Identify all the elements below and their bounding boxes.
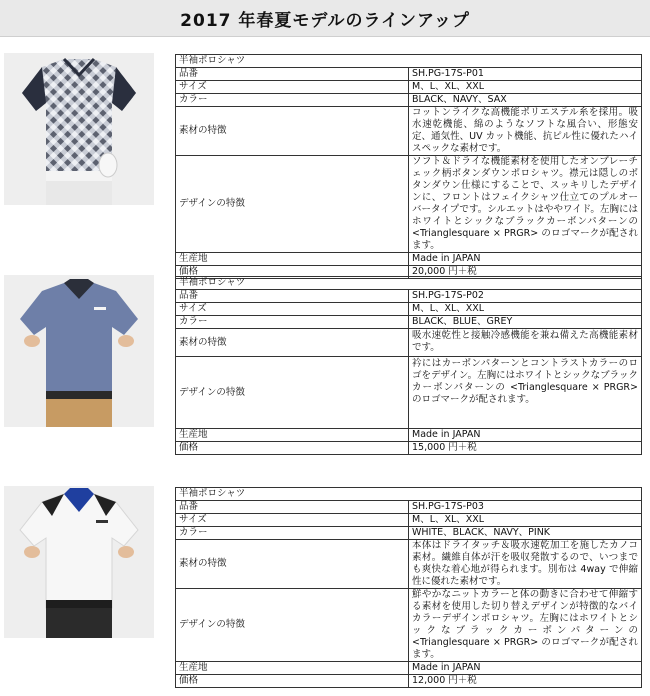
product-photo-3 <box>4 486 154 638</box>
part-number-value: SH.PG-17S-P01 <box>409 68 642 81</box>
origin-label: 生産地 <box>176 662 409 675</box>
part-number-label: 品番 <box>176 68 409 81</box>
size-label: サイズ <box>176 81 409 94</box>
design-label: デザインの特徴 <box>176 357 409 429</box>
part-number-value: SH.PG-17S-P03 <box>409 501 642 514</box>
shirt-blue-image <box>4 275 154 427</box>
price-label: 価格 <box>176 442 409 455</box>
spec-table-3 <box>175 487 642 688</box>
design-value: 鮮やかなニットカラーと体の動きに合わせて伸縮する素材を使用した切り替えデザインが特徴的なバイカラーデザインポロシャツ。左胸にはホワイトとシックなブラックカーボンパターンの <Trianglesquare × PRGR> のロゴマークが配されます。 <box>409 589 642 662</box>
part-number-label: 品番 <box>176 290 409 303</box>
price-label: 価格 <box>176 675 409 688</box>
price-value: 20,000 円＋税 <box>409 266 642 279</box>
origin-label: 生産地 <box>176 253 409 266</box>
spec-table-2 <box>175 276 642 455</box>
size-value: M、L、XL、XXL <box>409 303 642 316</box>
color-value: WHITE、BLACK、NAVY、PINK <box>409 527 642 540</box>
material-value: 本体はドライタッチ＆吸水速乾加工を施したカノコ素材。繊維自体が汗を吸収発散するので、いつまでも爽快な着心地が得られます。別布は 4way で伸縮性に優れた素材です。 <box>409 540 642 589</box>
size-label: サイズ <box>176 514 409 527</box>
product-photo-1 <box>4 53 154 205</box>
design-label: デザインの特徴 <box>176 589 409 662</box>
page-title: 2017 年春夏モデルのラインアップ <box>180 10 470 31</box>
material-label: 素材の特徴 <box>176 107 409 156</box>
part-number-value: SH.PG-17S-P02 <box>409 290 642 303</box>
color-value: BLACK、NAVY、SAX <box>409 94 642 107</box>
price-label: 価格 <box>176 266 409 279</box>
size-value: M、L、XL、XXL <box>409 81 642 94</box>
material-label: 素材の特徴 <box>176 540 409 589</box>
material-label: 素材の特徴 <box>176 329 409 357</box>
category-label: 半袖ポロシャツ <box>176 488 642 501</box>
product-photo-2 <box>4 275 154 427</box>
category-label: 半袖ポロシャツ <box>176 277 642 290</box>
size-value: M、L、XL、XXL <box>409 514 642 527</box>
spec-table-1 <box>175 54 642 279</box>
shirt-checkered-image <box>4 53 154 205</box>
design-label: デザインの特徴 <box>176 156 409 253</box>
color-label: カラー <box>176 527 409 540</box>
color-value: BLACK、BLUE、GREY <box>409 316 642 329</box>
category-label: 半袖ポロシャツ <box>176 55 642 68</box>
design-value: ソフト＆ドライな機能素材を使用したオンブレーチェック柄ボタンダウンポロシャツ。襟元は隠しのボタンダウン仕様にすることで、スッキリしたデザインに、フロントはフェイクシャツ仕立てのプルオーバータイプです。シルエットはややワイド。左胸にはホワイトとシックなブラックカーボンパターンの<Trianglesquare × PRGR> のロゴマークが配されます。 <box>409 156 642 253</box>
price-value: 15,000 円＋税 <box>409 442 642 455</box>
title-bar <box>0 0 650 37</box>
material-value: 吸水速乾性と接触冷感機能を兼ね備えた高機能素材です。 <box>409 329 642 357</box>
size-label: サイズ <box>176 303 409 316</box>
origin-value: Made in JAPAN <box>409 429 642 442</box>
material-value: コットンライクな高機能ポリエステル糸を採用。吸水速乾機能、綿のようなソフトな風合い、形態安定、通気性、UV カット機能、抗ピル性に優れたハイスペックな素材です。 <box>409 107 642 156</box>
shirt-white-image <box>4 486 154 638</box>
color-label: カラー <box>176 94 409 107</box>
color-label: カラー <box>176 316 409 329</box>
origin-value: Made in JAPAN <box>409 253 642 266</box>
price-value: 12,000 円＋税 <box>409 675 642 688</box>
origin-label: 生産地 <box>176 429 409 442</box>
origin-value: Made in JAPAN <box>409 662 642 675</box>
design-value: 衿にはカーボンパターンとコントラストカラーのロゴをデザイン。左胸にはホワイトとシックなブラックカーボンパターンの <Trianglesquare × PRGR> のロゴマークが配されます。 <box>409 357 642 429</box>
part-number-label: 品番 <box>176 501 409 514</box>
